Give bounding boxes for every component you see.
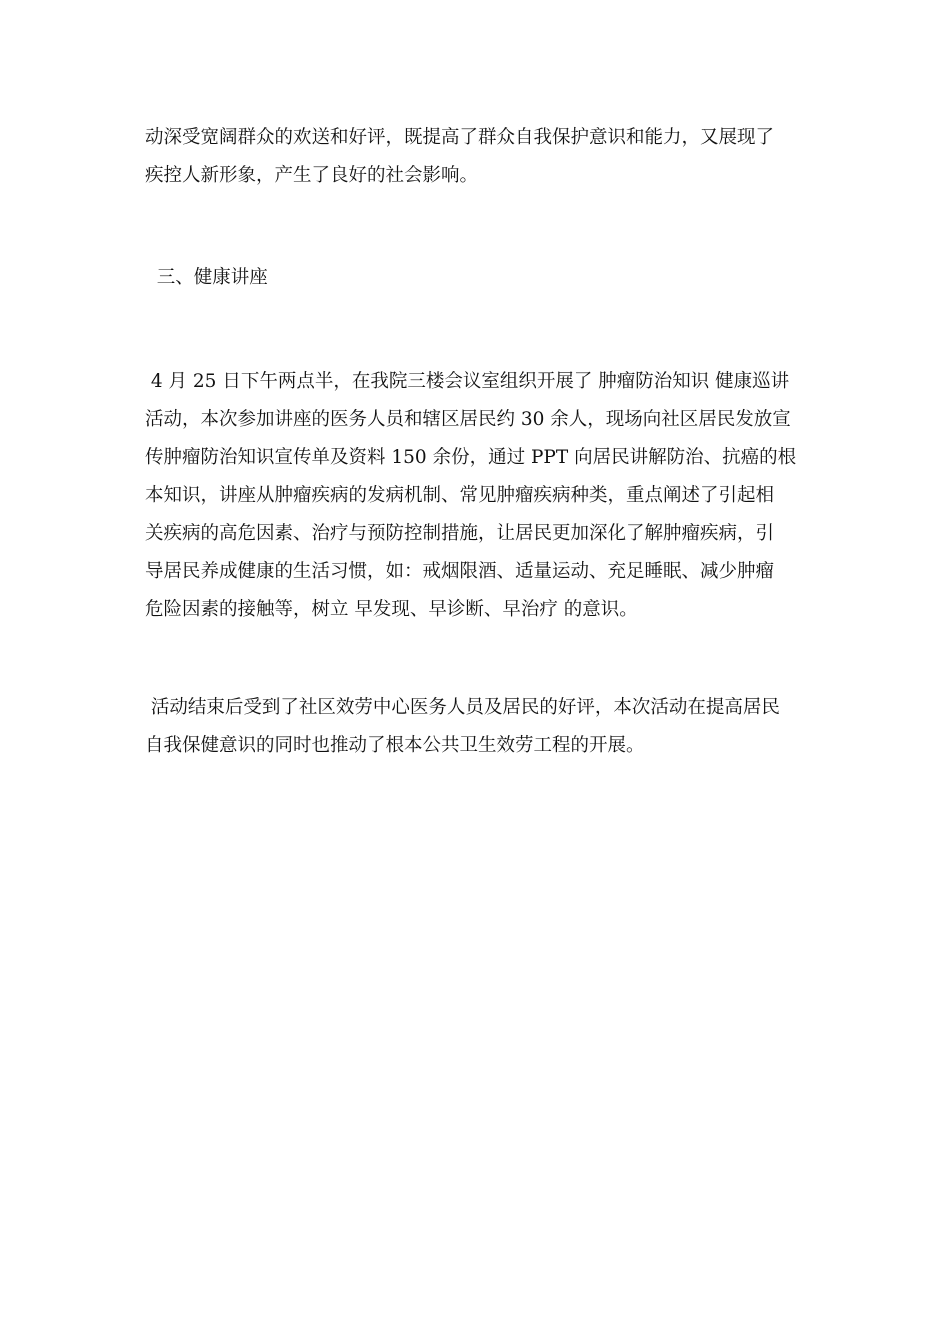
text-line: 自我保健意识的同时也推动了根本公共卫生效劳工程的开展。 xyxy=(145,735,645,756)
text-line: 传肿瘤防治知识宣传单及资料 150 余份，通过 PPT 向居民讲解防治、抗癌的根 xyxy=(145,447,797,468)
text-line: 活动，本次参加讲座的医务人员和辖区居民约 30 余人，现场向社区居民发放宣 xyxy=(145,409,791,430)
section-heading-health-lecture xyxy=(145,259,815,297)
text-line: 本知识，讲座从肿瘤疾病的发病机制、常见肿瘤疾病种类，重点阐述了引起相 xyxy=(145,485,775,506)
paragraph-lecture-details xyxy=(145,363,815,629)
text-line: 关疾病的高危因素、治疗与预防控制措施，让居民更加深化了解肿瘤疾病，引 xyxy=(145,523,775,544)
paragraph-activity-conclusion xyxy=(145,689,815,765)
text-line: 导居民养成健康的生活习惯，如：戒烟限酒、适量运动、充足睡眠、减少肿瘤 xyxy=(145,561,775,582)
paragraph-outreach-result xyxy=(145,119,815,195)
text-line: 活动结束后受到了社区效劳中心医务人员及居民的好评，本次活动在提高居民 xyxy=(145,697,780,718)
text-line: 危险因素的接触等，树立 早发现、早诊断、早治疗 的意识。 xyxy=(145,599,638,620)
text-line: 动深受宽阔群众的欢送和好评，既提高了群众自我保护意识和能力，又展现了 xyxy=(145,127,775,148)
section-heading-text: 三、健康讲座 xyxy=(145,267,268,288)
text-line: 4 月 25 日下午两点半，在我院三楼会议室组织开展了 肿瘤防治知识 健康巡讲 xyxy=(145,371,790,392)
text-line: 疾控人新形象，产生了良好的社会影响。 xyxy=(145,165,479,186)
